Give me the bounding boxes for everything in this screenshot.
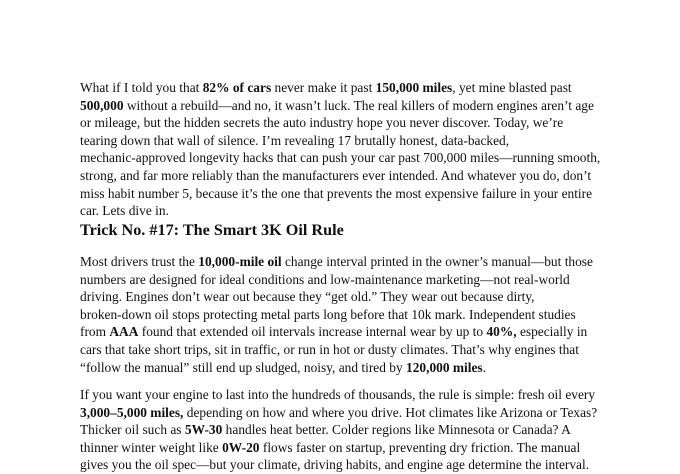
text-line: What if I told you that 82% of cars never make it past 150,000 miles, yet mine blasted past [80,80,572,95]
text-line: Thicker oil such as 5W-30 handles heat better. Colder regions like Minnesota or Canada? A [80,422,571,438]
bold-text: AAA [109,324,139,340]
document-page [80,79,610,473]
bold-text: 0W-20 [222,439,260,455]
bold-text: 150,000 miles [375,80,453,95]
text-line: strong, and far more reliably than the manufacturers ever intended. And whatever you do, don’t [80,167,592,183]
text-line: 3,000–5,000 miles, depending on how and where you drive. Hot climates like Arizona or Texas? [80,404,598,420]
bold-text: 82% of cars [202,80,272,95]
text-line: driving. Engines don’t wear out because they “get old.” They wear out because dirty, [80,289,535,305]
text-line: thinner winter weight like 0W-20 flows faster on startup, preventing dry friction. The manual [80,439,581,455]
text-line: car. Lets dive in. [80,203,169,219]
text-line: numbers are designed for ideal conditions and low-maintenance marketing—not real-world [80,271,570,287]
bold-text: 3,000–5,000 miles, [80,404,184,420]
text-line: mechanic-approved longevity hacks that can push your car past 700,000 miles—running smooth, [80,150,601,166]
section-heading: Trick No. #17: The Smart 3K Oil Rule [80,221,344,239]
oil-rule-paragraph [80,253,593,376]
bold-text: 500,000 [80,97,124,113]
oil-interval-paragraph [80,386,597,474]
text-line: cars that take short trips, sit in traffic, or run in hot or dusty climates. That’s why engines that [80,341,579,357]
bold-text: 40%, [486,324,517,340]
text-line: gives you the oil spec—but your climate, driving habits, and engine age determine the interval. [80,457,590,473]
text-line: or mileage, but the hidden secrets the auto industry hope you never discover. Today, we’re [80,115,564,131]
text-line: from AAA found that extended oil intervals increase internal wear by up to 40%, especially in [80,324,588,340]
text-line: miss habit number 5, because it’s the one that prevents the most expensive failure in your entire [80,185,593,201]
text-line: tearing down that wall of silence. I’m revealing 17 brutally honest, data-backed, [80,132,510,148]
text-line: broken-down oil stops protecting metal parts long before that 10k mark. Independent studies [80,306,576,322]
text-line: If you want your engine to last into the hundreds of thousands, the rule is simple: fresh oil every [80,387,596,402]
text-line: “follow the manual” still end up sludged, noisy, and tired by 120,000 miles. [80,359,487,375]
bold-text: 5W-30 [184,422,223,438]
text-line: Most drivers trust the 10,000-mile oil change interval printed in the owner’s manual—but those [80,254,593,269]
intro-paragraph [80,79,610,220]
bold-text: 10,000-mile oil [198,254,282,269]
bold-text: 120,000 miles [406,359,483,375]
text-line: 500,000 without a rebuild—and no, it wasn’t luck. The real killers of modern engines aren’t age [80,97,594,113]
